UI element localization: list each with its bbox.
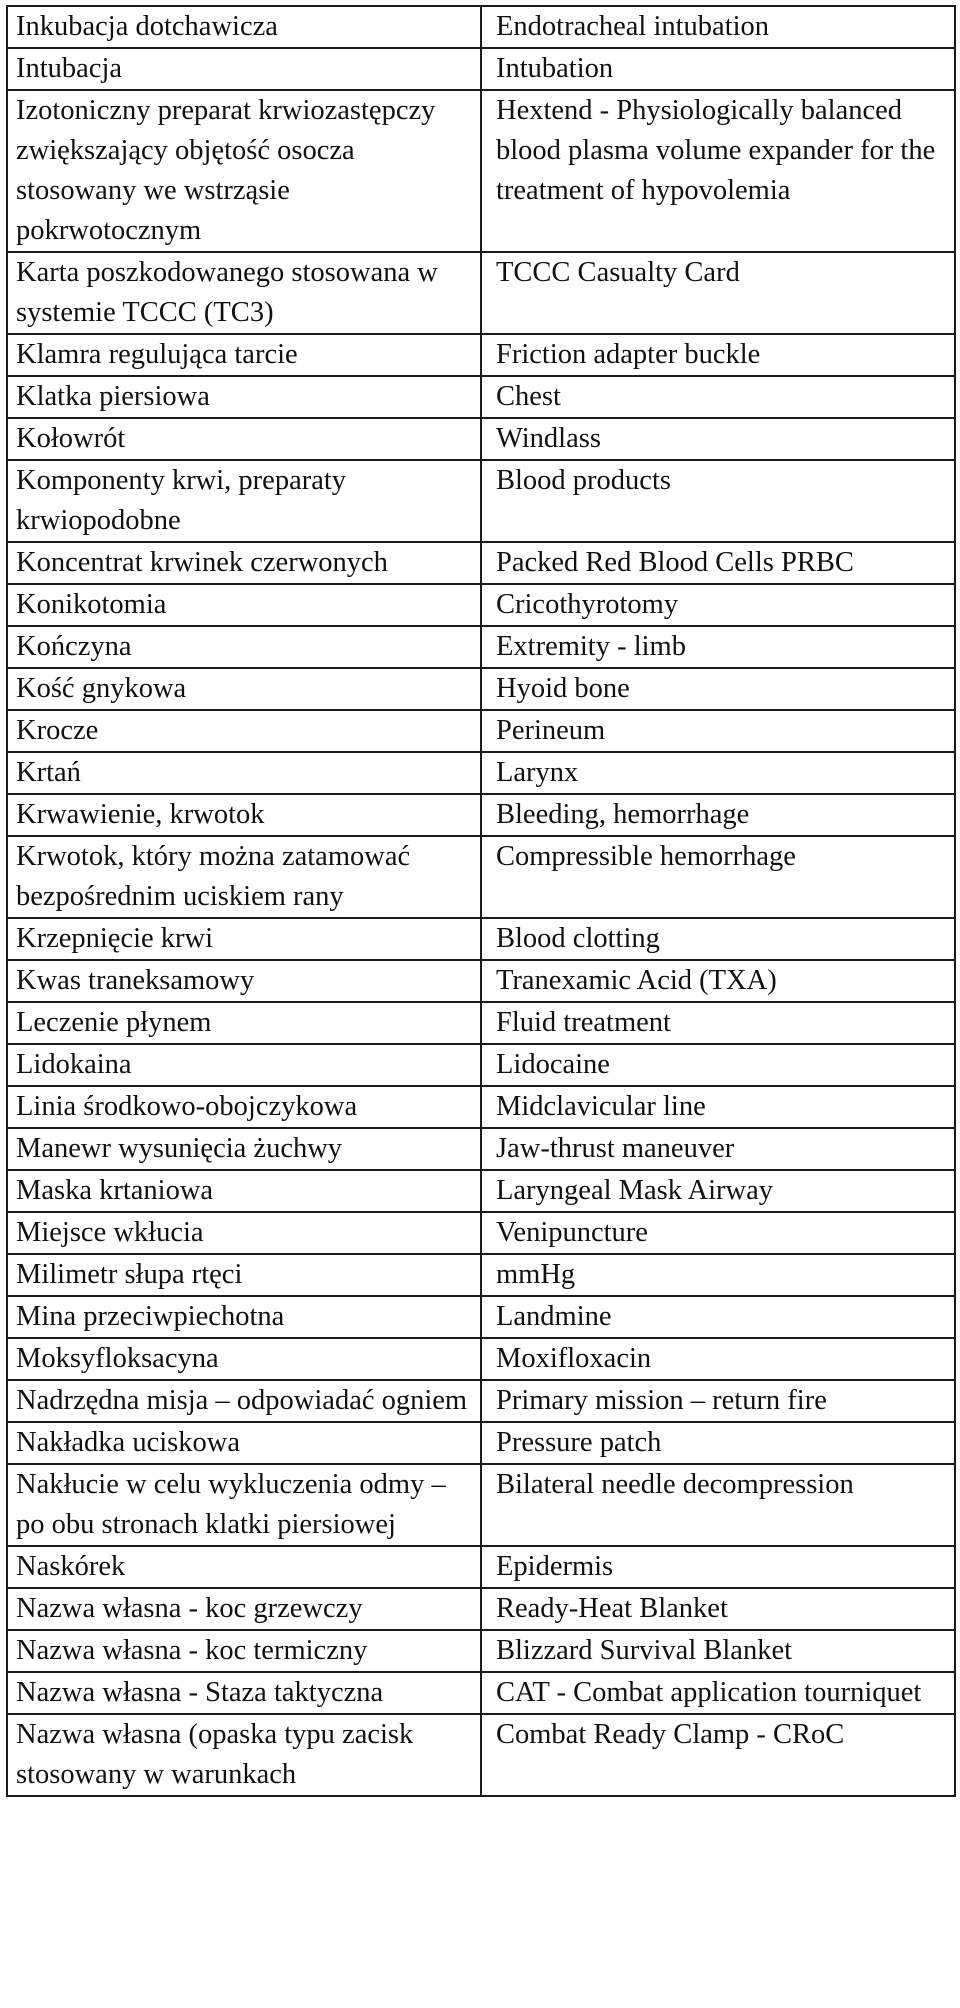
polish-term: Krwawienie, krwotok bbox=[7, 794, 481, 836]
table-row bbox=[7, 1380, 955, 1422]
table-row bbox=[7, 1086, 955, 1128]
english-term: Pressure patch bbox=[481, 1422, 955, 1464]
english-term: Tranexamic Acid (TXA) bbox=[481, 960, 955, 1002]
table-row bbox=[7, 48, 955, 90]
polish-term: Lidokaina bbox=[7, 1044, 481, 1086]
polish-term: Mina przeciwpiechotna bbox=[7, 1296, 481, 1338]
polish-term: Nazwa własna - koc grzewczy bbox=[7, 1588, 481, 1630]
polish-term: Krtań bbox=[7, 752, 481, 794]
english-term: Fluid treatment bbox=[481, 1002, 955, 1044]
polish-term: Nazwa własna (opaska typu zacisk stosowany w warunkach bbox=[7, 1714, 481, 1796]
english-term: TCCC Casualty Card bbox=[481, 252, 955, 334]
english-term: Intubation bbox=[481, 48, 955, 90]
polish-term: Izotoniczny preparat krwiozastępczy zwiększający objętość osocza stosowany we wstrząsie pokrwotocznym bbox=[7, 90, 481, 252]
table-row bbox=[7, 1588, 955, 1630]
english-term: Extremity - limb bbox=[481, 626, 955, 668]
english-term: Packed Red Blood Cells PRBC bbox=[481, 542, 955, 584]
english-term: Venipuncture bbox=[481, 1212, 955, 1254]
english-term: Jaw-thrust maneuver bbox=[481, 1128, 955, 1170]
table-row bbox=[7, 376, 955, 418]
table-row bbox=[7, 1170, 955, 1212]
polish-term: Leczenie płynem bbox=[7, 1002, 481, 1044]
table-row bbox=[7, 90, 955, 252]
table-row bbox=[7, 1672, 955, 1714]
english-term: Ready-Heat Blanket bbox=[481, 1588, 955, 1630]
polish-term: Naskórek bbox=[7, 1546, 481, 1588]
english-term: Hyoid bone bbox=[481, 668, 955, 710]
english-term: Midclavicular line bbox=[481, 1086, 955, 1128]
english-term: Chest bbox=[481, 376, 955, 418]
english-term: mmHg bbox=[481, 1254, 955, 1296]
english-term: Larynx bbox=[481, 752, 955, 794]
table-row bbox=[7, 1630, 955, 1672]
polish-term: Krwotok, który można zatamować bezpośrednim uciskiem rany bbox=[7, 836, 481, 918]
table-row bbox=[7, 668, 955, 710]
table-row bbox=[7, 1002, 955, 1044]
polish-term: Milimetr słupa rtęci bbox=[7, 1254, 481, 1296]
polish-term: Nakłucie w celu wykluczenia odmy – po obu stronach klatki piersiowej bbox=[7, 1464, 481, 1546]
table-row bbox=[7, 6, 955, 48]
english-term: Laryngeal Mask Airway bbox=[481, 1170, 955, 1212]
polish-term: Krzepnięcie krwi bbox=[7, 918, 481, 960]
polish-term: Kwas traneksamowy bbox=[7, 960, 481, 1002]
table-row bbox=[7, 252, 955, 334]
polish-term: Karta poszkodowanego stosowana w systemie TCCC (TC3) bbox=[7, 252, 481, 334]
table-row bbox=[7, 752, 955, 794]
polish-term: Kość gnykowa bbox=[7, 668, 481, 710]
polish-term: Komponenty krwi, preparaty krwiopodobne bbox=[7, 460, 481, 542]
table-row bbox=[7, 1044, 955, 1086]
polish-term: Koncentrat krwinek czerwonych bbox=[7, 542, 481, 584]
polish-term: Intubacja bbox=[7, 48, 481, 90]
english-term: Lidocaine bbox=[481, 1044, 955, 1086]
table-row bbox=[7, 918, 955, 960]
polish-term: Klamra regulująca tarcie bbox=[7, 334, 481, 376]
table-row bbox=[7, 1254, 955, 1296]
table-row bbox=[7, 710, 955, 752]
polish-term: Nazwa własna - Staza taktyczna bbox=[7, 1672, 481, 1714]
english-term: Bleeding, hemorrhage bbox=[481, 794, 955, 836]
table-row bbox=[7, 1546, 955, 1588]
polish-term: Moksyfloksacyna bbox=[7, 1338, 481, 1380]
english-term: Bilateral needle decompression bbox=[481, 1464, 955, 1546]
table-row bbox=[7, 542, 955, 584]
polish-term: Miejsce wkłucia bbox=[7, 1212, 481, 1254]
english-term: Hextend - Physiologically balanced blood plasma volume expander for the treatment of hypovolemia bbox=[481, 90, 955, 252]
polish-term: Konikotomia bbox=[7, 584, 481, 626]
english-term: Perineum bbox=[481, 710, 955, 752]
polish-term: Klatka piersiowa bbox=[7, 376, 481, 418]
english-term: Epidermis bbox=[481, 1546, 955, 1588]
polish-term: Nakładka uciskowa bbox=[7, 1422, 481, 1464]
table-row bbox=[7, 960, 955, 1002]
table-row bbox=[7, 1212, 955, 1254]
english-term: Friction adapter buckle bbox=[481, 334, 955, 376]
english-term: Windlass bbox=[481, 418, 955, 460]
table-row bbox=[7, 584, 955, 626]
table-row bbox=[7, 1422, 955, 1464]
english-term: Blizzard Survival Blanket bbox=[481, 1630, 955, 1672]
glossary-body bbox=[7, 6, 955, 1796]
polish-term: Kończyna bbox=[7, 626, 481, 668]
polish-term: Maska krtaniowa bbox=[7, 1170, 481, 1212]
table-row bbox=[7, 1128, 955, 1170]
table-row bbox=[7, 836, 955, 918]
table-row bbox=[7, 418, 955, 460]
polish-term: Kołowrót bbox=[7, 418, 481, 460]
polish-term: Manewr wysunięcia żuchwy bbox=[7, 1128, 481, 1170]
english-term: CAT - Combat application tourniquet bbox=[481, 1672, 955, 1714]
english-term: Compressible hemorrhage bbox=[481, 836, 955, 918]
table-row bbox=[7, 1464, 955, 1546]
polish-term: Linia środkowo-obojczykowa bbox=[7, 1086, 481, 1128]
glossary-table bbox=[6, 5, 956, 1797]
english-term: Moxifloxacin bbox=[481, 1338, 955, 1380]
english-term: Blood clotting bbox=[481, 918, 955, 960]
table-row bbox=[7, 626, 955, 668]
polish-term: Krocze bbox=[7, 710, 481, 752]
table-row bbox=[7, 1338, 955, 1380]
english-term: Blood products bbox=[481, 460, 955, 542]
english-term: Cricothyrotomy bbox=[481, 584, 955, 626]
polish-term: Nazwa własna - koc termiczny bbox=[7, 1630, 481, 1672]
polish-term: Nadrzędna misja – odpowiadać ogniem bbox=[7, 1380, 481, 1422]
table-row bbox=[7, 460, 955, 542]
english-term: Landmine bbox=[481, 1296, 955, 1338]
table-row bbox=[7, 1296, 955, 1338]
english-term: Combat Ready Clamp - CRoC bbox=[481, 1714, 955, 1796]
table-row bbox=[7, 794, 955, 836]
table-row bbox=[7, 334, 955, 376]
english-term: Primary mission – return fire bbox=[481, 1380, 955, 1422]
table-row bbox=[7, 1714, 955, 1796]
english-term: Endotracheal intubation bbox=[481, 6, 955, 48]
polish-term: Inkubacja dotchawicza bbox=[7, 6, 481, 48]
